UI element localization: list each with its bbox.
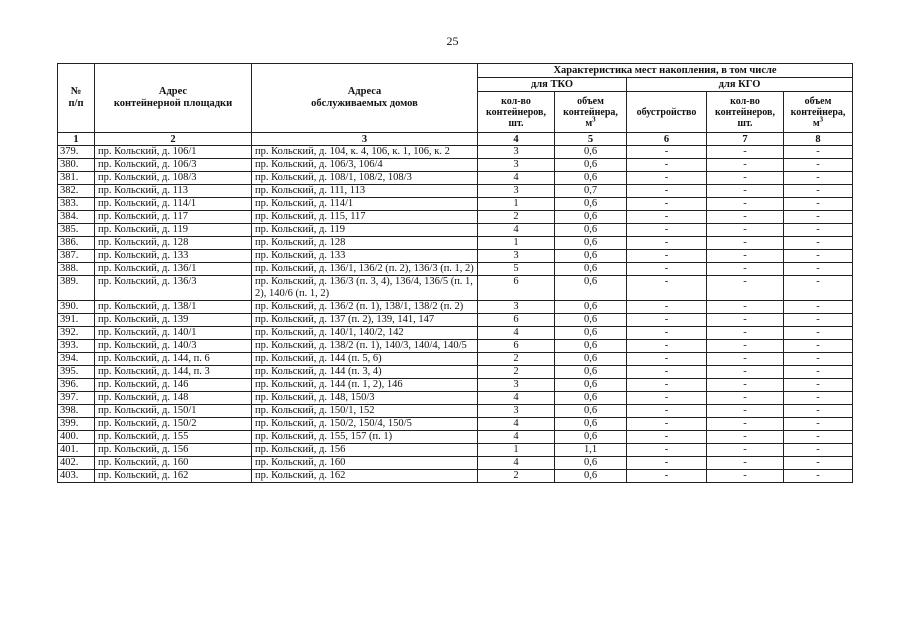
kgo-setup-cell: - (627, 146, 707, 159)
table-row (58, 392, 853, 405)
row-index-cell: 402. (58, 457, 95, 470)
kgo-volume-cell: - (784, 250, 853, 263)
site-address-cell: пр. Кольский, д. 156 (95, 444, 252, 457)
kgo-volume-cell: - (784, 392, 853, 405)
tko-volume-cell: 0,6 (555, 301, 627, 314)
tko-volume-cell: 0,6 (555, 224, 627, 237)
kgo-setup-cell: - (627, 172, 707, 185)
table-row (58, 237, 853, 250)
kgo-volume-cell: - (784, 314, 853, 327)
site-address-cell: пр. Кольский, д. 106/3 (95, 159, 252, 172)
col-number: 1 (58, 133, 95, 146)
tko-volume-cell: 0,6 (555, 237, 627, 250)
row-index-cell: 383. (58, 198, 95, 211)
kgo-setup-cell: - (627, 198, 707, 211)
row-index-cell: 395. (58, 366, 95, 379)
kgo-count-cell: - (707, 314, 784, 327)
kgo-setup-cell: - (627, 327, 707, 340)
kgo-setup-cell: - (627, 250, 707, 263)
site-address-cell: пр. Кольский, д. 144, п. 6 (95, 353, 252, 366)
tko-volume-cell: 0,6 (555, 327, 627, 340)
table-row (58, 276, 853, 301)
kgo-count-cell: - (707, 211, 784, 224)
column-number-row (58, 133, 853, 146)
kgo-count-cell: - (707, 263, 784, 276)
table-row (58, 327, 853, 340)
site-address-cell: пр. Кольский, д. 148 (95, 392, 252, 405)
tko-count-cell: 2 (478, 366, 555, 379)
kgo-count-cell: - (707, 172, 784, 185)
kgo-count-cell: - (707, 431, 784, 444)
site-address-cell: пр. Кольский, д. 139 (95, 314, 252, 327)
kgo-volume-cell: - (784, 301, 853, 314)
tko-count-cell: 3 (478, 146, 555, 159)
kgo-setup-cell: - (627, 353, 707, 366)
kgo-volume-cell: - (784, 263, 853, 276)
col-header-kgo-count: кол-во контейнеров, шт. (707, 92, 784, 133)
kgo-volume-cell: - (784, 418, 853, 431)
registry-table (57, 63, 853, 483)
served-houses-cell: пр. Кольский, д. 104, к. 4, 106, к. 1, 106, к. 2 (252, 146, 478, 159)
tko-count-cell: 1 (478, 198, 555, 211)
col-header-site-address: Адрес контейнерной площадки (95, 64, 252, 133)
kgo-setup-cell: - (627, 457, 707, 470)
kgo-setup-cell: - (627, 185, 707, 198)
tko-count-cell: 1 (478, 444, 555, 457)
table-row (58, 470, 853, 483)
tko-count-cell: 3 (478, 405, 555, 418)
row-index-cell: 387. (58, 250, 95, 263)
kgo-count-cell: - (707, 146, 784, 159)
kgo-count-cell: - (707, 379, 784, 392)
tko-volume-cell: 0,6 (555, 470, 627, 483)
kgo-volume-cell: - (784, 276, 853, 301)
site-address-cell: пр. Кольский, д. 138/1 (95, 301, 252, 314)
table-row (58, 314, 853, 327)
served-houses-cell: пр. Кольский, д. 150/2, 150/4, 150/5 (252, 418, 478, 431)
served-houses-cell: пр. Кольский, д. 138/2 (п. 1), 140/3, 140/4, 140/5 (252, 340, 478, 353)
tko-volume-cell: 0,6 (555, 250, 627, 263)
tko-count-cell: 4 (478, 392, 555, 405)
tko-volume-cell: 0,6 (555, 366, 627, 379)
site-address-cell: пр. Кольский, д. 155 (95, 431, 252, 444)
col-header-tko: для ТКО (478, 78, 627, 92)
site-address-cell: пр. Кольский, д. 140/1 (95, 327, 252, 340)
served-houses-cell: пр. Кольский, д. 144 (п. 1, 2), 146 (252, 379, 478, 392)
tko-volume-cell: 0,6 (555, 159, 627, 172)
tko-volume-cell: 0,6 (555, 211, 627, 224)
table-row (58, 457, 853, 470)
col-number: 8 (784, 133, 853, 146)
tko-volume-cell: 0,6 (555, 353, 627, 366)
table-row (58, 431, 853, 444)
kgo-count-cell: - (707, 457, 784, 470)
kgo-count-cell: - (707, 198, 784, 211)
row-index-cell: 388. (58, 263, 95, 276)
kgo-setup-cell: - (627, 237, 707, 250)
kgo-setup-cell: - (627, 159, 707, 172)
tko-volume-cell: 0,7 (555, 185, 627, 198)
tko-count-cell: 4 (478, 172, 555, 185)
kgo-setup-cell: - (627, 470, 707, 483)
page-number: 25 (446, 34, 459, 48)
table-row (58, 379, 853, 392)
site-address-cell: пр. Кольский, д. 162 (95, 470, 252, 483)
served-houses-cell: пр. Кольский, д. 144 (п. 5, 6) (252, 353, 478, 366)
table-row (58, 211, 853, 224)
served-houses-cell: пр. Кольский, д. 111, 113 (252, 185, 478, 198)
row-index-cell: 392. (58, 327, 95, 340)
tko-count-cell: 6 (478, 340, 555, 353)
kgo-count-cell: - (707, 418, 784, 431)
served-houses-cell: пр. Кольский, д. 128 (252, 237, 478, 250)
tko-count-cell: 3 (478, 379, 555, 392)
registry-table-container (57, 63, 852, 483)
kgo-count-cell: - (707, 250, 784, 263)
tko-volume-cell: 0,6 (555, 340, 627, 353)
col-number: 4 (478, 133, 555, 146)
tko-volume-cell: 0,6 (555, 418, 627, 431)
served-houses-cell: пр. Кольский, д. 162 (252, 470, 478, 483)
col-header-kgo-volume: объем контейнера, $м^3$ (784, 92, 853, 133)
kgo-volume-cell: - (784, 405, 853, 418)
tko-volume-cell: 0,6 (555, 172, 627, 185)
col-header-tko-volume: объем контейнера, $м^3$ (555, 92, 627, 133)
site-address-cell: пр. Кольский, д. 136/1 (95, 263, 252, 276)
kgo-volume-cell: - (784, 211, 853, 224)
served-houses-cell: пр. Кольский, д. 114/1 (252, 198, 478, 211)
row-index-cell: 380. (58, 159, 95, 172)
table-row (58, 263, 853, 276)
row-index-cell: 384. (58, 211, 95, 224)
col-number: 2 (95, 133, 252, 146)
table-row (58, 353, 853, 366)
row-index-cell: 396. (58, 379, 95, 392)
site-address-cell: пр. Кольский, д. 113 (95, 185, 252, 198)
tko-volume-cell: 0,6 (555, 379, 627, 392)
kgo-volume-cell: - (784, 172, 853, 185)
kgo-setup-cell: - (627, 405, 707, 418)
tko-count-cell: 3 (478, 301, 555, 314)
col-number: 3 (252, 133, 478, 146)
row-index-cell: 385. (58, 224, 95, 237)
kgo-setup-cell: - (627, 276, 707, 301)
kgo-volume-cell: - (784, 470, 853, 483)
tko-count-cell: 1 (478, 237, 555, 250)
row-index-cell: 397. (58, 392, 95, 405)
kgo-count-cell: - (707, 327, 784, 340)
tko-count-cell: 6 (478, 276, 555, 301)
table-row (58, 340, 853, 353)
served-houses-cell: пр. Кольский, д. 106/3, 106/4 (252, 159, 478, 172)
kgo-count-cell: - (707, 392, 784, 405)
served-houses-cell: пр. Кольский, д. 140/1, 140/2, 142 (252, 327, 478, 340)
served-houses-cell: пр. Кольский, д. 119 (252, 224, 478, 237)
site-address-cell: пр. Кольский, д. 150/1 (95, 405, 252, 418)
site-address-cell: пр. Кольский, д. 150/2 (95, 418, 252, 431)
row-index-cell: 389. (58, 276, 95, 301)
tko-count-cell: 4 (478, 457, 555, 470)
col-header-tko-count: кол-во контейнеров, шт. (478, 92, 555, 133)
col-number: 7 (707, 133, 784, 146)
served-houses-cell: пр. Кольский, д. 133 (252, 250, 478, 263)
kgo-count-cell: - (707, 366, 784, 379)
tko-volume-cell: 0,6 (555, 405, 627, 418)
row-index-cell: 391. (58, 314, 95, 327)
table-row (58, 405, 853, 418)
kgo-count-cell: - (707, 470, 784, 483)
row-index-cell: 386. (58, 237, 95, 250)
kgo-volume-cell: - (784, 431, 853, 444)
kgo-volume-cell: - (784, 366, 853, 379)
site-address-cell: пр. Кольский, д. 140/3 (95, 340, 252, 353)
kgo-setup-cell: - (627, 340, 707, 353)
served-houses-cell: пр. Кольский, д. 150/1, 152 (252, 405, 478, 418)
tko-count-cell: 5 (478, 263, 555, 276)
table-row (58, 250, 853, 263)
row-index-cell: 393. (58, 340, 95, 353)
table-row (58, 301, 853, 314)
kgo-count-cell: - (707, 444, 784, 457)
kgo-volume-cell: - (784, 327, 853, 340)
col-number: 6 (627, 133, 707, 146)
tko-volume-cell: 0,6 (555, 198, 627, 211)
table-header (58, 64, 853, 146)
kgo-count-cell: - (707, 185, 784, 198)
kgo-setup-cell: - (627, 379, 707, 392)
kgo-setup-cell: - (627, 431, 707, 444)
site-address-cell: пр. Кольский, д. 146 (95, 379, 252, 392)
kgo-volume-cell: - (784, 185, 853, 198)
col-header-group: Характеристика мест накопления, в том числе (478, 64, 853, 78)
kgo-setup-cell: - (627, 301, 707, 314)
row-index-cell: 382. (58, 185, 95, 198)
site-address-cell: пр. Кольский, д. 119 (95, 224, 252, 237)
site-address-cell: пр. Кольский, д. 144, п. 3 (95, 366, 252, 379)
kgo-setup-cell: - (627, 418, 707, 431)
col-header-index: № п/п (58, 64, 95, 133)
row-index-cell: 398. (58, 405, 95, 418)
table-row (58, 185, 853, 198)
kgo-volume-cell: - (784, 379, 853, 392)
kgo-count-cell: - (707, 276, 784, 301)
tko-count-cell: 4 (478, 431, 555, 444)
table-row (58, 366, 853, 379)
row-index-cell: 394. (58, 353, 95, 366)
kgo-volume-cell: - (784, 198, 853, 211)
tko-count-cell: 2 (478, 470, 555, 483)
kgo-setup-cell: - (627, 392, 707, 405)
kgo-setup-cell: - (627, 263, 707, 276)
kgo-volume-cell: - (784, 340, 853, 353)
tko-volume-cell: 0,6 (555, 314, 627, 327)
site-address-cell: пр. Кольский, д. 136/3 (95, 276, 252, 301)
tko-count-cell: 4 (478, 327, 555, 340)
kgo-count-cell: - (707, 340, 784, 353)
row-index-cell: 399. (58, 418, 95, 431)
row-index-cell: 381. (58, 172, 95, 185)
row-index-cell: 390. (58, 301, 95, 314)
tko-count-cell: 4 (478, 224, 555, 237)
served-houses-cell: пр. Кольский, д. 136/2 (п. 1), 138/1, 138/2 (п. 2) (252, 301, 478, 314)
site-address-cell: пр. Кольский, д. 114/1 (95, 198, 252, 211)
table-row (58, 224, 853, 237)
site-address-cell: пр. Кольский, д. 160 (95, 457, 252, 470)
site-address-cell: пр. Кольский, д. 117 (95, 211, 252, 224)
tko-volume-cell: 0,6 (555, 431, 627, 444)
kgo-volume-cell: - (784, 237, 853, 250)
kgo-volume-cell: - (784, 224, 853, 237)
tko-count-cell: 3 (478, 250, 555, 263)
tko-volume-cell: 0,6 (555, 457, 627, 470)
tko-count-cell: 3 (478, 185, 555, 198)
kgo-volume-cell: - (784, 353, 853, 366)
served-houses-cell: пр. Кольский, д. 108/1, 108/2, 108/3 (252, 172, 478, 185)
row-index-cell: 401. (58, 444, 95, 457)
served-houses-cell: пр. Кольский, д. 144 (п. 3, 4) (252, 366, 478, 379)
col-header-kgo: для КГО (627, 78, 853, 92)
served-houses-cell: пр. Кольский, д. 155, 157 (п. 1) (252, 431, 478, 444)
kgo-count-cell: - (707, 159, 784, 172)
kgo-volume-cell: - (784, 457, 853, 470)
served-houses-cell: пр. Кольский, д. 160 (252, 457, 478, 470)
row-index-cell: 379. (58, 146, 95, 159)
table-row (58, 172, 853, 185)
kgo-setup-cell: - (627, 366, 707, 379)
site-address-cell: пр. Кольский, д. 133 (95, 250, 252, 263)
table-row (58, 198, 853, 211)
kgo-setup-cell: - (627, 224, 707, 237)
table-row (58, 444, 853, 457)
kgo-setup-cell: - (627, 444, 707, 457)
tko-volume-cell: 0,6 (555, 276, 627, 301)
served-houses-cell: пр. Кольский, д. 156 (252, 444, 478, 457)
table-row (58, 418, 853, 431)
tko-count-cell: 4 (478, 418, 555, 431)
tko-count-cell: 6 (478, 314, 555, 327)
served-houses-cell: пр. Кольский, д. 136/1, 136/2 (п. 2), 136/3 (п. 1, 2) (252, 263, 478, 276)
served-houses-cell: пр. Кольский, д. 136/3 (п. 3, 4), 136/4, 136/5 (п. 1, 2), 140/6 (п. 1, 2) (252, 276, 478, 301)
site-address-cell: пр. Кольский, д. 128 (95, 237, 252, 250)
col-number: 5 (555, 133, 627, 146)
kgo-volume-cell: - (784, 159, 853, 172)
tko-volume-cell: 1,1 (555, 444, 627, 457)
row-index-cell: 400. (58, 431, 95, 444)
tko-volume-cell: 0,6 (555, 392, 627, 405)
tko-count-cell: 2 (478, 211, 555, 224)
site-address-cell: пр. Кольский, д. 106/1 (95, 146, 252, 159)
table-body (58, 146, 853, 483)
kgo-count-cell: - (707, 405, 784, 418)
kgo-setup-cell: - (627, 314, 707, 327)
tko-volume-cell: 0,6 (555, 263, 627, 276)
served-houses-cell: пр. Кольский, д. 148, 150/3 (252, 392, 478, 405)
kgo-volume-cell: - (784, 444, 853, 457)
kgo-count-cell: - (707, 353, 784, 366)
kgo-count-cell: - (707, 224, 784, 237)
row-index-cell: 403. (58, 470, 95, 483)
table-row (58, 159, 853, 172)
kgo-count-cell: - (707, 237, 784, 250)
served-houses-cell: пр. Кольский, д. 115, 117 (252, 211, 478, 224)
tko-count-cell: 2 (478, 353, 555, 366)
col-header-kgo-setup: обустройство (627, 92, 707, 133)
table-row (58, 146, 853, 159)
served-houses-cell: пр. Кольский, д. 137 (п. 2), 139, 141, 147 (252, 314, 478, 327)
tko-volume-cell: 0,6 (555, 146, 627, 159)
kgo-volume-cell: - (784, 146, 853, 159)
tko-count-cell: 3 (478, 159, 555, 172)
kgo-count-cell: - (707, 301, 784, 314)
kgo-setup-cell: - (627, 211, 707, 224)
col-header-served-houses: Адреса обслуживаемых домов (252, 64, 478, 133)
site-address-cell: пр. Кольский, д. 108/3 (95, 172, 252, 185)
